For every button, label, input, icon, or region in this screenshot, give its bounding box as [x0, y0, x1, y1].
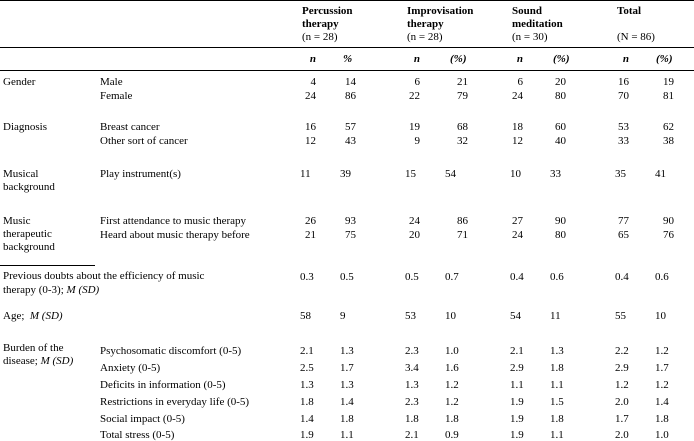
row-value-doubts: 0.6: [550, 271, 564, 283]
subheader-cell: n: [309, 53, 316, 65]
row-value-psycho: 2.2: [615, 345, 629, 357]
row-value-deficits: 1.3: [405, 379, 419, 391]
row-value-psycho: 1.3: [340, 345, 354, 357]
row-value-other-cancer: 40: [555, 135, 566, 147]
category-music-ther-line2: therapeutic: [3, 228, 52, 240]
row-value-heard: 76: [663, 229, 674, 241]
subheader-cell: %: [343, 53, 353, 65]
row-value-male: 14: [345, 76, 356, 88]
row-value-female: 24: [512, 90, 523, 102]
row-value-social: 1.8: [340, 413, 354, 425]
row-value-breast: 68: [457, 121, 468, 133]
row-value-social: 1.9: [510, 413, 524, 425]
category-music-ther-line1: Music: [3, 215, 31, 227]
row-value-female: 80: [555, 90, 566, 102]
category-musical-line2: background: [3, 181, 55, 193]
row-label-anxiety: Anxiety (0-5): [100, 362, 161, 374]
subheader-cell: n: [622, 53, 629, 65]
row-value-age: 10: [445, 310, 456, 322]
row-value-other-cancer: 33: [618, 135, 629, 147]
row-value-play: 54: [445, 168, 456, 180]
group-header-improvisation-line2: therapy: [407, 18, 444, 30]
category-age: Age; M (SD): [3, 310, 63, 322]
row-value-restrictions: 1.5: [550, 396, 564, 408]
row-value-male: 6: [414, 76, 420, 88]
row-value-deficits: 1.1: [510, 379, 524, 391]
row-value-deficits: 1.1: [550, 379, 564, 391]
category-music-ther-line3: background: [3, 241, 55, 253]
row-value-first: 90: [555, 215, 566, 227]
row-value-female: 81: [663, 90, 674, 102]
row-value-anxiety: 2.5: [300, 362, 314, 374]
row-value-first: 27: [512, 215, 523, 227]
subheader-cell: (%): [656, 53, 673, 65]
row-value-breast: 57: [345, 121, 356, 133]
row-value-deficits: 1.3: [340, 379, 354, 391]
row-value-play: 15: [405, 168, 416, 180]
row-label-play: Play instrument(s): [100, 168, 181, 180]
row-value-male: 21: [457, 76, 468, 88]
row-label-stress: Total stress (0-5): [100, 429, 175, 441]
row-value-stress: 1.0: [655, 429, 669, 441]
row-value-play: 11: [300, 168, 311, 180]
subheader-cell: n: [413, 53, 420, 65]
subheader-cell: (%): [553, 53, 570, 65]
group-n-total: (N = 86): [617, 31, 655, 43]
row-value-heard: 80: [555, 229, 566, 241]
row-value-social: 1.8: [445, 413, 459, 425]
top-rule: [0, 0, 694, 1]
row-value-breast: 18: [512, 121, 523, 133]
row-value-anxiety: 1.7: [340, 362, 354, 374]
row-value-female: 22: [409, 90, 420, 102]
subheader-cell: (%): [450, 53, 467, 65]
category-diagnosis: Diagnosis: [3, 121, 47, 133]
row-value-other-cancer: 12: [512, 135, 523, 147]
row-value-age: 11: [550, 310, 561, 322]
row-value-stress: 2.0: [615, 429, 629, 441]
row-value-social: 1.8: [655, 413, 669, 425]
row-value-play: 35: [615, 168, 626, 180]
row-value-female: 86: [345, 90, 356, 102]
row-value-anxiety: 1.7: [655, 362, 669, 374]
row-value-breast: 53: [618, 121, 629, 133]
row-value-heard: 65: [618, 229, 629, 241]
row-value-heard: 24: [512, 229, 523, 241]
category-gender: Gender: [3, 76, 36, 88]
group-header-improvisation-line1: Improvisation: [407, 5, 474, 17]
row-value-anxiety: 2.9: [615, 362, 629, 374]
row-value-social: 1.8: [405, 413, 419, 425]
row-label-social: Social impact (0-5): [100, 413, 185, 425]
row-value-doubts: 0.5: [340, 271, 354, 283]
row-value-deficits: 1.2: [445, 379, 459, 391]
row-value-restrictions: 2.0: [615, 396, 629, 408]
row-value-psycho: 1.0: [445, 345, 459, 357]
subheader-cell: n: [516, 53, 523, 65]
group-header-sound-line1: Sound: [512, 5, 542, 17]
row-value-doubts: 0.4: [510, 271, 524, 283]
row-value-first: 26: [305, 215, 316, 227]
row-value-deficits: 1.2: [615, 379, 629, 391]
row-value-age: 55: [615, 310, 626, 322]
row-value-first: 86: [457, 215, 468, 227]
row-value-psycho: 2.3: [405, 345, 419, 357]
row-value-male: 6: [517, 76, 523, 88]
row-value-restrictions: 2.3: [405, 396, 419, 408]
row-value-male: 16: [618, 76, 629, 88]
row-value-psycho: 2.1: [300, 345, 314, 357]
header-rule-1: [0, 47, 694, 48]
row-value-restrictions: 1.4: [340, 396, 354, 408]
category-burden-line1: Burden of the: [3, 342, 64, 354]
group-header-total: Total: [617, 5, 642, 17]
row-value-social: 1.8: [550, 413, 564, 425]
row-value-stress: 1.1: [550, 429, 564, 441]
row-value-doubts: 0.4: [615, 271, 629, 283]
row-value-doubts: 0.7: [445, 271, 459, 283]
row-value-restrictions: 1.4: [655, 396, 669, 408]
row-value-breast: 60: [555, 121, 566, 133]
row-label-psycho: Psychosomatic discomfort (0-5): [100, 345, 242, 357]
row-value-restrictions: 1.2: [445, 396, 459, 408]
row-value-first: 77: [618, 215, 629, 227]
row-value-age: 10: [655, 310, 666, 322]
row-value-stress: 0.9: [445, 429, 459, 441]
header-rule-2: [0, 70, 694, 71]
row-value-play: 33: [550, 168, 561, 180]
row-label-first: First attendance to music therapy: [100, 215, 247, 227]
row-value-psycho: 2.1: [510, 345, 524, 357]
row-value-male: 19: [663, 76, 674, 88]
row-value-play: 10: [510, 168, 521, 180]
group-header-sound-line2: meditation: [512, 18, 563, 30]
group-n-improvisation: (n = 28): [407, 31, 443, 43]
row-value-anxiety: 2.9: [510, 362, 524, 374]
row-value-heard: 75: [345, 229, 356, 241]
row-value-social: 1.4: [300, 413, 314, 425]
row-value-other-cancer: 12: [305, 135, 316, 147]
row-label-male: Male: [100, 76, 123, 88]
row-value-heard: 20: [409, 229, 420, 241]
row-label-breast: Breast cancer: [100, 121, 160, 133]
short-rule: [0, 265, 95, 266]
row-value-other-cancer: 32: [457, 135, 468, 147]
row-value-breast: 19: [409, 121, 420, 133]
row-value-heard: 21: [305, 229, 316, 241]
row-value-play: 39: [340, 168, 351, 180]
row-value-first: 90: [663, 215, 674, 227]
row-value-stress: 1.9: [510, 429, 524, 441]
row-value-deficits: 1.2: [655, 379, 669, 391]
row-value-other-cancer: 38: [663, 135, 674, 147]
row-value-deficits: 1.3: [300, 379, 314, 391]
row-value-restrictions: 1.9: [510, 396, 524, 408]
row-value-age: 58: [300, 310, 311, 322]
row-label-deficits: Deficits in information (0-5): [100, 379, 226, 391]
row-value-doubts: 0.3: [300, 271, 314, 283]
row-label-heard: Heard about music therapy before: [100, 229, 250, 241]
category-prev-doubts-line2: therapy (0-3); M (SD): [3, 284, 100, 296]
row-value-doubts: 0.5: [405, 271, 419, 283]
row-value-male: 20: [555, 76, 566, 88]
row-value-social: 1.7: [615, 413, 629, 425]
row-value-restrictions: 1.8: [300, 396, 314, 408]
row-value-stress: 2.1: [405, 429, 419, 441]
row-value-other-cancer: 9: [414, 135, 420, 147]
row-label-female: Female: [100, 90, 133, 102]
row-value-anxiety: 1.8: [550, 362, 564, 374]
row-value-age: 9: [340, 310, 346, 322]
row-value-age: 53: [405, 310, 416, 322]
row-value-doubts: 0.6: [655, 271, 669, 283]
row-value-stress: 1.9: [300, 429, 314, 441]
category-prev-doubts-line1: Previous doubts about the efficiency of music: [3, 270, 205, 282]
row-value-first: 93: [345, 215, 356, 227]
row-value-stress: 1.1: [340, 429, 354, 441]
group-n-sound: (n = 30): [512, 31, 548, 43]
row-value-play: 41: [655, 168, 666, 180]
row-value-breast: 16: [305, 121, 316, 133]
group-header-percussion-line2: therapy: [302, 18, 339, 30]
row-value-female: 79: [457, 90, 468, 102]
row-label-other-cancer: Other sort of cancer: [100, 135, 188, 147]
category-burden-line2: disease; M (SD): [3, 355, 74, 367]
row-value-first: 24: [409, 215, 420, 227]
row-value-other-cancer: 43: [345, 135, 356, 147]
group-n-percussion: (n = 28): [302, 31, 338, 43]
row-label-restrictions: Restrictions in everyday life (0-5): [100, 396, 250, 408]
row-value-female: 70: [618, 90, 629, 102]
row-value-male: 4: [310, 76, 316, 88]
row-value-anxiety: 3.4: [405, 362, 419, 374]
group-header-percussion-line1: Percussion: [302, 5, 353, 17]
row-value-female: 24: [305, 90, 316, 102]
row-value-psycho: 1.3: [550, 345, 564, 357]
row-value-heard: 71: [457, 229, 468, 241]
row-value-psycho: 1.2: [655, 345, 669, 357]
row-value-age: 54: [510, 310, 521, 322]
category-musical-line1: Musical: [3, 168, 39, 180]
row-value-anxiety: 1.6: [445, 362, 459, 374]
row-value-breast: 62: [663, 121, 674, 133]
